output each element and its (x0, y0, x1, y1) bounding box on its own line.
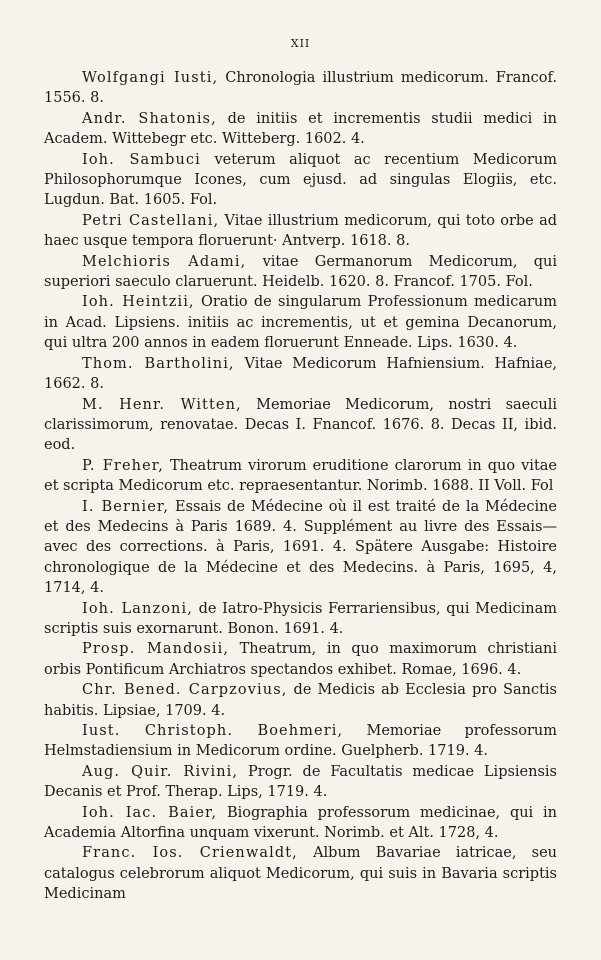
bibliography-entry (44, 762, 557, 803)
bibliography-entry (44, 680, 557, 721)
entry-text: Theatrum, in quo maximorum christiani orbis Pontificum Archiatros spectandos exhibet. Romae, 1696. 4. (44, 641, 557, 678)
entry-author: Iust. Christoph. Boehmeri, (82, 723, 344, 739)
entry-author: Ioh. Sambuci (82, 151, 201, 168)
bibliography-entry (44, 497, 557, 599)
entry-author: Wolfgangi Iusti, (82, 70, 219, 86)
entry-author: Ioh. Heintzii, (82, 294, 195, 311)
entry-text: Memoriae professorum Helmstadiensium in Medicorum ordine. Guelpherb. 1719. 4. (44, 723, 557, 760)
bibliography-entry (44, 211, 557, 252)
entry-text: Biographia professorum medicinae, qui in Academia Altorfina unquam vixerunt. Norimb. et Alt. 1728, 4. (44, 804, 557, 842)
entry-text: Memoriae Medicorum, nostri saeculi clarissimorum, renovatae. Decas I. Fnancof. 1676. 8. Decas II, ibid. eod. (44, 396, 557, 454)
bibliography-list (44, 68, 557, 905)
entry-text: de Iatro-Physicis Ferrariensibus, qui Medicinam scriptis suis exornarunt. Bonon. 1691. 4. (44, 600, 557, 637)
entry-author: Ioh. Lanzoni, (82, 600, 193, 617)
bibliography-entry (44, 721, 557, 762)
bibliography-entry (44, 292, 557, 353)
entry-text: de initiis et incrementis studii medici in Academ. Wittebegr etc. Witteberg. 1602. 4. (44, 110, 557, 148)
entry-text: Chronologia illustrium medicorum. Francof. 1556. 8. (44, 70, 557, 107)
entry-text: Vitae illustrium medicorum, qui toto orbe ad haec usque tempora floruerunt· Antverp. 1618. 8. (44, 212, 557, 250)
entry-text: Oratio de singularum Professionum medicarum in Acad. Lipsiens. initiis ac incrementis, ut et gemina Decanorum, qui ultra 200 annos in eadem floruerunt Enneade. Lips. 1630. 4. (44, 294, 558, 352)
entry-author: Petri Castellani, (82, 212, 220, 229)
bibliography-entry (44, 843, 557, 904)
bibliography-entry (44, 395, 557, 456)
entry-author: Prosp. Mandosii, (82, 641, 230, 658)
entry-text: Progr. de Facultatis medicae Lipsiensis Decanis et Prof. Therap. Lips, 1719. 4. (44, 763, 557, 801)
entry-text: veterum aliquot ac recentium Medicorum Philosophorumque Icones, cum ejusd. ad singulas Elogiis, etc. Lugdun. Bat. 1605. Fol. (44, 151, 558, 209)
bibliography-entry (44, 252, 557, 293)
entry-text: Album Bavariae iatricae, seu catalogus celebrorum aliquot Medicorum, qui suis in Bavaria scriptis Medicinam (44, 845, 558, 903)
entry-author: I. Bernier, (82, 498, 170, 515)
entry-author: Ioh. Iac. Baier, (82, 804, 218, 821)
entry-author: Chr. Bened. Carpzovius, (82, 682, 288, 699)
entry-author: Melchioris Adami, (82, 253, 247, 270)
entry-author: Andr. Shatonis, (82, 110, 217, 127)
entry-author: M. Henr. Witten, (82, 396, 242, 413)
page-number: XII (290, 37, 311, 50)
bibliography-entry (44, 354, 557, 395)
bibliography-entry (44, 456, 557, 497)
bibliography-entry (44, 150, 557, 211)
entry-text: Theatrum virorum eruditione clarorum in quo vitae et scripta Medicorum etc. repraesentantur. Norimb. 1688. II Voll. Fol (44, 457, 557, 495)
entry-author: P. Freher, (82, 457, 164, 474)
entry-text: de Medicis ab Ecclesia pro Sanctis habitis. Lipsiae, 1709. 4. (44, 682, 557, 719)
entry-author: Franc. Ios. Crienwaldt, (82, 845, 298, 862)
entry-text: Vitae Medicorum Hafniensium. Hafniae, 1662. 8. (44, 355, 558, 393)
entry-text: vitae Germanorum Medicorum, qui superiori saeculo claruerunt. Heidelb. 1620. 8. Francof. 1705. Fol. (44, 253, 558, 291)
entry-author: Thom. Bartholini, (82, 355, 235, 372)
bibliography-entry (44, 639, 557, 680)
entry-text: Essais de Médecine où il est traité de la Médecine et des Medecins à Paris 1689. 4. Supplément au livre des Essais— avec des corrections. à Paris, 1691. 4. Spätere Ausgabe: Histoire chronologique de la Médecine et des Medecins. à Paris, 1695, 4, 1714, 4. (44, 498, 557, 597)
entry-author: Aug. Quir. Rivini, (82, 763, 239, 780)
bibliography-entry (44, 68, 557, 109)
bibliography-entry (44, 599, 557, 640)
bibliography-entry (44, 109, 557, 150)
bibliography-entry (44, 803, 557, 844)
